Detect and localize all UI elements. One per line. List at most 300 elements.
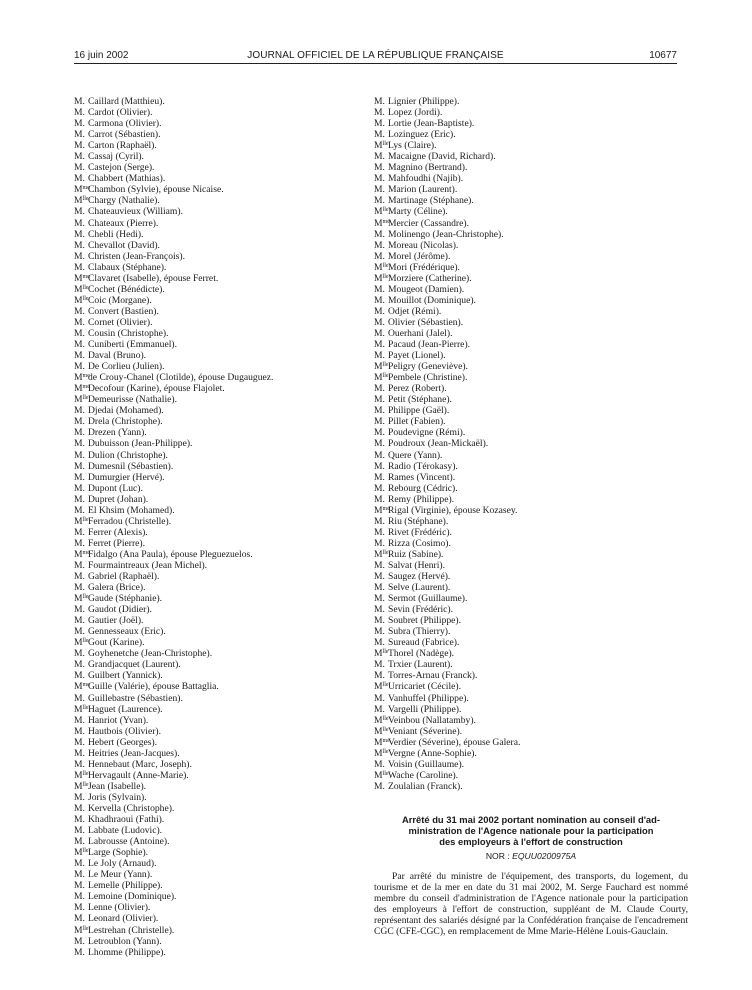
person-name: Caillard (Matthieu). <box>88 96 165 107</box>
list-item <box>74 129 374 140</box>
list-item <box>374 206 688 217</box>
person-name: Marty (Céline). <box>388 206 448 218</box>
person-name: Cassaj (Cyril). <box>88 151 144 163</box>
list-item <box>374 140 688 151</box>
civility-title: $M^{lle}$ <box>374 140 389 152</box>
list-item <box>374 505 688 516</box>
nor-code: EQUU0200975A <box>512 851 577 861</box>
person-name: Mahfoudhi (Najib). <box>388 173 464 185</box>
civility-title: $M^{lle}$ <box>74 780 89 792</box>
civility-title: M. <box>374 582 385 594</box>
list-item <box>74 472 374 483</box>
civility-title: M. <box>374 195 385 207</box>
list-item <box>74 427 374 438</box>
person-name: Clabaux (Stéphane). <box>88 261 167 273</box>
civility-title: $M^{lle}$ <box>74 515 89 527</box>
list-item <box>74 637 374 648</box>
person-name: Dupret (Johan). <box>88 493 149 505</box>
list-item <box>374 262 688 273</box>
list-item <box>74 184 374 195</box>
civility-title: M. <box>74 206 85 218</box>
person-name: Coic (Morgane). <box>88 294 152 306</box>
person-name: Zoulalian (Franck). <box>388 780 463 792</box>
civility-title: M. <box>374 537 385 549</box>
civility-title: M. <box>74 891 85 903</box>
decree-title <box>374 814 688 847</box>
list-item <box>374 383 688 394</box>
list-item <box>374 350 688 361</box>
person-name: Chargy (Nathalie). <box>88 195 160 207</box>
journal-title: JOURNAL OFFICIEL DE LA RÉPUBLIQUE FRANÇAISE <box>247 50 504 61</box>
civility-title: M. <box>374 615 385 627</box>
civility-title: $M^{lle}$ <box>74 703 89 715</box>
list-item <box>374 726 688 737</box>
list-item <box>74 494 374 505</box>
list-item <box>74 593 374 604</box>
person-name: Morel (Jérôme). <box>388 250 451 262</box>
civility-title: M. <box>74 747 85 759</box>
person-name: Drezen (Yann). <box>88 427 147 439</box>
person-name: Lys (Claire). <box>388 140 437 152</box>
list-item <box>374 704 688 715</box>
person-name: Ferrer (Alexis). <box>88 526 148 538</box>
list-item <box>74 394 374 405</box>
person-name: Lestrehan (Christelle). <box>88 924 175 936</box>
person-name: Labbate (Ludovic). <box>88 825 163 837</box>
civility-title: M. <box>74 118 85 130</box>
list-item <box>374 162 688 173</box>
person-name: Le Joly (Arnaud). <box>88 858 157 870</box>
list-item <box>374 593 688 604</box>
civility-title: M. <box>374 129 385 141</box>
civility-title: $M^{lle}$ <box>374 361 389 373</box>
civility-title: M. <box>374 703 385 715</box>
list-item <box>74 869 374 880</box>
civility-title: $M^{lle}$ <box>374 372 389 384</box>
civility-title: $M^{lle}$ <box>374 747 389 759</box>
list-item <box>74 328 374 339</box>
list-item <box>74 902 374 913</box>
list-item <box>374 405 688 416</box>
civility-title: M. <box>374 339 385 351</box>
list-item <box>74 438 374 449</box>
list-item <box>74 416 374 427</box>
list-item <box>74 516 374 527</box>
person-name: Macaigne (David, Richard). <box>388 151 496 163</box>
civility-title: M. <box>374 471 385 483</box>
list-item <box>74 306 374 317</box>
civility-title: M. <box>74 339 85 351</box>
civility-title: M. <box>74 791 85 803</box>
person-name: Chevallot (David). <box>88 239 160 251</box>
person-name: Morziere (Catherine). <box>388 272 472 284</box>
list-item <box>74 284 374 295</box>
person-name: Chebli (Hedi). <box>88 228 144 240</box>
list-item <box>74 140 374 151</box>
person-name: Mercier (Cassandre). <box>388 217 469 229</box>
civility-title: M. <box>74 526 85 538</box>
list-item <box>74 582 374 593</box>
person-name: Pembele (Christine). <box>388 372 468 384</box>
person-name: Chambon (Sylvie), épouse Nicaise. <box>88 184 224 196</box>
person-name: Subra (Thierry). <box>388 626 451 638</box>
person-name: Ouerhani (Jalel). <box>388 327 453 339</box>
person-name: Veinbou (Nallatamby). <box>388 714 476 726</box>
person-name: Thorel (Nadège). <box>388 648 455 660</box>
civility-title: M. <box>374 670 385 682</box>
civility-title: M. <box>374 780 385 792</box>
civility-title: M. <box>74 559 85 571</box>
person-name: Peligry (Geneviève). <box>388 361 468 373</box>
civility-title: M. <box>374 493 385 505</box>
civility-title: M. <box>74 129 85 141</box>
list-item <box>74 527 374 538</box>
civility-title: M. <box>74 327 85 339</box>
civility-title: M. <box>74 880 85 892</box>
civility-title: M. <box>74 913 85 925</box>
person-name: Christen (Jean-François). <box>88 250 185 262</box>
person-name: Sureaud (Fabrice). <box>388 637 460 649</box>
person-name: Dupont (Luc). <box>88 482 143 494</box>
list-item <box>374 759 688 770</box>
civility-title: $M^{lle}$ <box>74 769 89 781</box>
person-name: Rames (Vincent). <box>388 471 456 483</box>
person-name: Galera (Brice). <box>88 582 146 594</box>
list-item <box>374 693 688 704</box>
person-name: Lenne (Olivier). <box>88 902 151 914</box>
person-name: Hanriot (Yvan). <box>88 714 149 726</box>
person-name: Joris (Sylvain). <box>88 791 147 803</box>
person-name: Radio (Térokasy). <box>388 460 458 472</box>
decree-title-line: ministration de l'Agence nationale pour la participation <box>408 825 654 836</box>
civility-title: M. <box>374 184 385 196</box>
person-name: Gabriel (Raphaël). <box>88 571 160 583</box>
person-name: Kervella (Christophe). <box>88 803 175 814</box>
civility-title: M. <box>374 107 385 119</box>
list-item <box>74 670 374 681</box>
person-name: Djedai (Mohamed). <box>88 405 164 417</box>
list-item <box>374 483 688 494</box>
person-name: Pacaud (Jean-Pierre). <box>388 339 471 351</box>
list-item <box>74 693 374 704</box>
civility-title: $M^{me}$ <box>74 272 90 284</box>
civility-title: M. <box>74 692 85 704</box>
list-item <box>374 416 688 427</box>
civility-title: M. <box>74 493 85 505</box>
list-item <box>74 715 374 726</box>
nor-label: NOR : <box>485 851 513 861</box>
civility-title: $M^{lle}$ <box>74 283 89 295</box>
person-name: Fourmaintreaux (Jean Michel). <box>88 559 208 571</box>
person-name: Quere (Yann). <box>388 449 443 461</box>
list-item <box>74 825 374 836</box>
person-name: Gaudot (Didier). <box>88 604 152 616</box>
person-name: Hennebaut (Marc, Joseph). <box>88 758 192 770</box>
person-name: Sevin (Frédéric). <box>388 604 454 616</box>
person-name: Veniant (Séverine). <box>388 725 463 737</box>
person-name: Sermot (Guillaume). <box>388 593 468 605</box>
list-item <box>374 339 688 350</box>
person-name: Gautier (Joël). <box>88 615 144 627</box>
civility-title: M. <box>374 305 385 317</box>
civility-title: M. <box>74 162 85 174</box>
person-name: Large (Sophie). <box>88 847 149 859</box>
list-item <box>74 792 374 803</box>
civility-title: M. <box>74 725 85 737</box>
civility-title: M. <box>74 758 85 770</box>
civility-title: M. <box>74 151 85 163</box>
list-item <box>74 648 374 659</box>
civility-title: $M^{me}$ <box>74 184 90 196</box>
list-item <box>74 925 374 936</box>
list-item <box>74 162 374 173</box>
list-item <box>74 748 374 759</box>
person-name: Soubret (Philippe). <box>388 615 462 627</box>
list-item <box>74 538 374 549</box>
person-name: Lhomme (Philippe). <box>88 946 166 958</box>
civility-title: M. <box>74 261 85 273</box>
list-item <box>74 770 374 781</box>
civility-title: M. <box>74 96 85 107</box>
list-item <box>374 229 688 240</box>
list-item <box>374 472 688 483</box>
list-item <box>374 173 688 184</box>
civility-title: M. <box>374 162 385 174</box>
person-name: Riu (Stéphane). <box>388 515 449 527</box>
civility-title: $M^{me}$ <box>74 548 90 560</box>
list-item <box>374 461 688 472</box>
person-name: Urricariet (Cécile). <box>388 681 461 693</box>
list-item <box>74 229 374 240</box>
civility-title: M. <box>74 305 85 317</box>
right-name-list <box>374 96 688 792</box>
list-item <box>374 394 688 405</box>
person-name: Torres-Arnau (Franck). <box>388 670 478 682</box>
civility-title: $M^{lle}$ <box>74 637 89 649</box>
list-item <box>74 350 374 361</box>
civility-title: M. <box>374 449 385 461</box>
person-name: Dumurgier (Hervé). <box>88 471 165 483</box>
list-item <box>374 681 688 692</box>
person-name: Magnino (Bertrand). <box>388 162 468 174</box>
person-name: Rebourg (Cédric). <box>388 482 458 494</box>
person-name: Voisin (Guillaume). <box>388 758 465 770</box>
person-name: Cochet (Bénédicte). <box>88 283 165 295</box>
person-name: Hervagault (Anne-Marie). <box>88 769 189 781</box>
person-name: Mougeot (Damien). <box>388 283 465 295</box>
civility-title: M. <box>74 460 85 472</box>
person-name: Cousin (Christophe). <box>88 327 169 339</box>
civility-title: M. <box>374 96 385 107</box>
list-item <box>374 184 688 195</box>
list-item <box>74 96 374 107</box>
civility-title: $M^{lle}$ <box>374 769 389 781</box>
civility-title: M. <box>74 803 85 814</box>
civility-title: $M^{lle}$ <box>74 294 89 306</box>
list-item <box>74 936 374 947</box>
person-name: Rivet (Frédéric). <box>388 526 452 538</box>
list-item <box>374 317 688 328</box>
person-name: De Corlieu (Julien). <box>88 361 165 373</box>
civility-title: M. <box>374 515 385 527</box>
person-name: Mori (Frédérique). <box>388 261 460 273</box>
civility-title: M. <box>74 228 85 240</box>
civility-title: M. <box>74 902 85 914</box>
list-item <box>74 195 374 206</box>
list-item <box>74 361 374 372</box>
person-name: Dumesnil (Sébastien). <box>88 460 174 472</box>
person-name: de Crouy-Chanel (Clotilde), épouse Dugauguez. <box>88 372 274 384</box>
list-item <box>74 737 374 748</box>
civility-title: M. <box>374 526 385 538</box>
civility-title: M. <box>74 626 85 638</box>
list-item <box>374 715 688 726</box>
person-name: Khadhraoui (Fathi). <box>88 814 165 826</box>
person-name: Vanhuffel (Philippe). <box>388 692 469 704</box>
list-item <box>374 218 688 229</box>
civility-title: M. <box>74 836 85 848</box>
list-item <box>374 427 688 438</box>
list-item <box>74 891 374 902</box>
civility-title: M. <box>74 504 85 516</box>
list-item <box>74 295 374 306</box>
decree-section <box>374 814 688 937</box>
person-name: Letroublon (Yann). <box>88 935 162 947</box>
person-name: Grandjacquet (Laurent). <box>88 659 181 671</box>
civility-title: M. <box>74 173 85 185</box>
list-item <box>74 339 374 350</box>
list-item <box>374 626 688 637</box>
person-name: Lemoine (Dominique). <box>88 891 177 903</box>
person-name: Carmona (Olivier). <box>88 118 162 130</box>
civility-title: M. <box>374 559 385 571</box>
list-item <box>374 151 688 162</box>
person-name: Rizza (Cosimo). <box>388 537 451 549</box>
decree-title-line: des employeurs à l'effort de construction <box>439 836 623 847</box>
civility-title: M. <box>74 825 85 837</box>
person-name: Carton (Raphaël). <box>88 140 157 152</box>
list-item <box>374 328 688 339</box>
person-name: Fidalgo (Ana Paula), épouse Pleguezuelos. <box>88 548 253 560</box>
list-item <box>374 129 688 140</box>
list-item <box>74 803 374 814</box>
person-name: Philippe (Gaël). <box>388 405 450 417</box>
person-name: Heitries (Jean-Jacques). <box>88 747 180 759</box>
person-name: Vergne (Anne-Sophie). <box>388 747 477 759</box>
civility-title: $M^{lle}$ <box>74 847 89 859</box>
person-name: Dubuisson (Jean-Philippe). <box>88 438 193 450</box>
person-name: Jean (Isabelle). <box>88 780 147 792</box>
civility-title: M. <box>374 593 385 605</box>
person-name: Perez (Robert). <box>388 383 447 395</box>
person-name: Lopez (Jordi). <box>388 107 443 119</box>
civility-title: M. <box>374 239 385 251</box>
civility-title: M. <box>74 714 85 726</box>
list-item <box>74 505 374 516</box>
list-item <box>74 273 374 284</box>
person-name: Castejon (Serge). <box>88 162 155 174</box>
list-item <box>374 107 688 118</box>
list-item <box>374 659 688 670</box>
list-item <box>374 295 688 306</box>
person-name: Cornet (Olivier). <box>88 316 153 328</box>
civility-title: M. <box>374 659 385 671</box>
civility-title: M. <box>374 250 385 262</box>
civility-title: M. <box>74 582 85 594</box>
person-name: Pillet (Fabien). <box>388 416 446 428</box>
civility-title: M. <box>74 361 85 373</box>
left-name-list <box>74 96 374 958</box>
person-name: Demeurisse (Nathalie). <box>88 394 177 406</box>
list-item <box>74 947 374 958</box>
person-name: Ferret (Pierre). <box>88 537 146 549</box>
list-item <box>374 240 688 251</box>
list-item <box>74 704 374 715</box>
list-item <box>374 118 688 129</box>
person-name: Goyhenetche (Jean-Christophe). <box>88 648 213 660</box>
list-item <box>374 748 688 759</box>
civility-title: M. <box>74 140 85 152</box>
civility-title: M. <box>74 869 85 881</box>
list-item <box>374 560 688 571</box>
civility-title: M. <box>374 283 385 295</box>
list-item <box>374 516 688 527</box>
person-name: Trxier (Laurent). <box>388 659 453 671</box>
civility-title: M. <box>74 427 85 439</box>
person-name: Hautbois (Olivier). <box>88 725 162 737</box>
person-name: Olivier (Sébastien). <box>388 316 464 328</box>
decree-title-line: Arrêté du 31 mai 2002 portant nomination au conseil d'ad- <box>401 814 660 825</box>
person-name: Payet (Lionel). <box>388 350 446 362</box>
person-name: Lortie (Jean-Baptiste). <box>388 118 475 130</box>
civility-title: M. <box>74 814 85 826</box>
list-item <box>374 770 688 781</box>
list-item <box>74 759 374 770</box>
civility-title: M. <box>374 482 385 494</box>
person-name: Dulion (Christophe). <box>88 449 168 461</box>
person-name: Hebert (Georges). <box>88 736 158 748</box>
civility-title: M. <box>374 173 385 185</box>
civility-title: M. <box>374 350 385 362</box>
list-item <box>374 582 688 593</box>
civility-title: $M^{me}$ <box>74 372 90 384</box>
person-name: Cuniberti (Emmanuel). <box>88 339 177 351</box>
civility-title: M. <box>374 394 385 406</box>
civility-title: M. <box>374 758 385 770</box>
person-name: Lignier (Philippe). <box>388 96 460 107</box>
list-item <box>74 560 374 571</box>
civility-title: M. <box>74 471 85 483</box>
person-name: El Khsim (Mohamed). <box>88 504 175 516</box>
list-item <box>74 604 374 615</box>
person-name: Saugez (Hervé). <box>388 571 451 583</box>
civility-title: M. <box>74 416 85 428</box>
person-name: Moreau (Nicolas). <box>388 239 459 251</box>
civility-title: M. <box>74 659 85 671</box>
list-item <box>374 615 688 626</box>
civility-title: M. <box>374 626 385 638</box>
person-name: Poudevigne (Rémi). <box>388 427 466 439</box>
person-name: Le Meur (Yann). <box>88 869 153 881</box>
person-name: Drela (Christophe). <box>88 416 163 428</box>
list-item <box>74 781 374 792</box>
civility-title: M. <box>374 637 385 649</box>
list-item <box>374 372 688 383</box>
civility-title: M. <box>74 670 85 682</box>
civility-title: M. <box>74 217 85 229</box>
list-item <box>74 218 374 229</box>
list-item <box>74 847 374 858</box>
